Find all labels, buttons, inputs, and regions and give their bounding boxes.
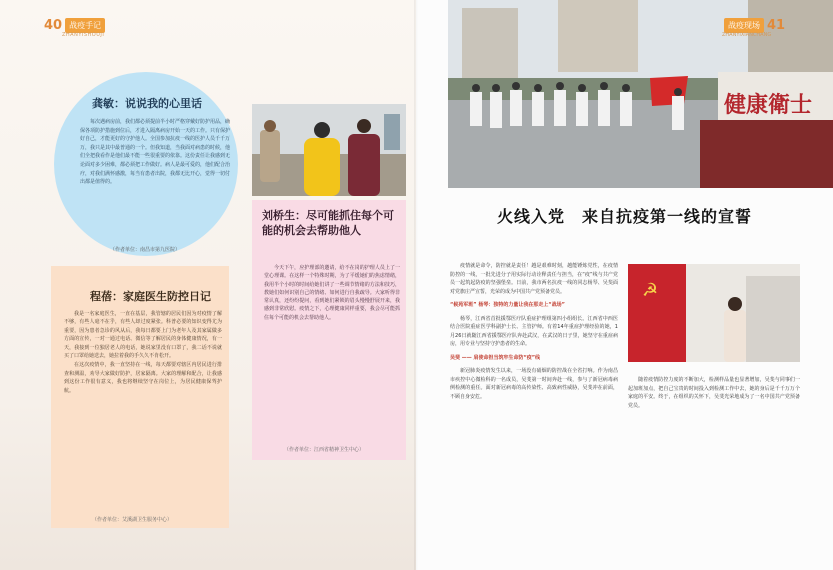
subheading-wufei: 吴斐 —— 肩使命担当筑牢生命防“疫”线 [450, 354, 541, 361]
page-number: 40 [44, 18, 63, 33]
right-page [416, 0, 833, 570]
left-page [0, 0, 416, 570]
article-title-gongmin: 龚敏：说说我的心里话 [92, 97, 202, 110]
article-title-liuqiaosheng: 刘桥生：尽可能抓住每个可能的机会去帮助他人 [262, 209, 394, 237]
orange-panel [51, 266, 229, 528]
right-article-column-2: 随着疫情防控力度的不断加大，检测样品量也显著增加，吴斐与同事们一起加班加点，把自己宝贵的时间投入到检测工作中去，她的身后是千千万万个家庭的平安。终于，在组织的关怀下，吴斐光荣地成为了一名中国共产党预备党员。 [628, 377, 800, 409]
right-article-column-1: 疫情就是命令，防控就是责任！越是艰难时刻，越能锤炼党性，在疫情防控的一线，一批先进分子用实际行动诠释责任与担当，在“疫”线与共产党员一起筑起防疫的坚强堡垒。日前，我市两名抗疫一线的同志杨琴、吴斐面对党旗庄严宣誓，光荣的成为中国共产党预备党员。 “候苑军班” 杨琴：独特的力量让我在那走上“战场” 杨琴，江西省首批援鄂医疗队重症护理组第四小组组长。江西省中西医结合医院重症医学科副护士长、主管护师。有着14年重症护理经验的她，1月26日就随江西省援鄂医疗队奔赴武汉，在武汉的日子里，她坚守在重症病房，用专业与坚持守护患者的生命。 吴斐 —— 肩使命担当筑牢生命防“疫”线 新冠肺炎疫情发生以来，一场没有硝烟的防控战在全省打响。作为南昌市疾控中心微检科的一名成员，吴斐第一时间奔赴一线，参与了新冠病毒病例检测的重任。面对新冠病毒的高传染性、高致病性威胁，吴斐冲在前面，不顾自身安危。 [450, 263, 618, 400]
photo-home-visit-image [252, 104, 406, 196]
photo-oath-indoor-image [628, 264, 800, 362]
svg-text:☭: ☭ [642, 280, 659, 301]
section-tag: 战疫手记 [65, 18, 105, 33]
sign-text: 健康衛士 [724, 92, 813, 118]
pink-panel [252, 200, 406, 460]
section-tag-right: 战疫现场 [724, 18, 764, 33]
article-body-liuqiaosheng: 今天下午，应护理部的邀请，给不在岗的护理人员上了一堂心理课。在这样一个特殊时期，为了平缓她们的焦虑情绪，我用半个小时的时间给她们讲了一些调节情绪的方法和技巧，教她们如何识别自己的情绪、如何进行自我疏导。大家听得非常认真，还纷纷提问，看到她们紧锁的眉头慢慢舒展开来，我感到非常欣慰。疫情之下，心理健康同样重要，我会尽可能抓住每个可能的机会去帮助他人。 [264, 265, 400, 321]
article-title-chengbei: 程蓓：家庭医生防控日记 [90, 290, 211, 303]
section-pinyin: ZHANYISHOUJI [62, 32, 105, 38]
photo-oath-indoor [628, 264, 800, 362]
article-author-chengbei: （作者单位：艾溪湖卫生服务中心） [92, 517, 173, 523]
main-title: 火线入党 来自抗疫第一线的宣誓 [496, 207, 752, 226]
section-pinyin-right: ZHANYIXIANCHANG [722, 32, 772, 38]
article-author-liuqiaosheng: （作者单位：江西省精神卫生中心） [284, 447, 365, 453]
photo-home-visit [252, 104, 406, 196]
article-author-gongmin: （作者单位：南昌市第九医院） [110, 247, 181, 253]
page-number-right: 41 [767, 18, 786, 33]
subheading-yangqin: “候苑军班” 杨琴：独特的力量让我在那走上“战场” [450, 302, 565, 308]
left-header [44, 18, 105, 33]
article-body-gongmin: 每次遇病房前，我们都必须提前半小时严格穿戴好防护用品，确保各项防护措施到位后，才进入隔离病房开始一天的工作。只有保护好自己，才能更好的守护他人。全国参加抗疫一线的医护人员千千万万，我只是其中最普通的一个。但我知道，当我面对病患的时候，他们全把我看作是他们最不能一些很重要的依靠。这份责任让我感到无论面对多少困难，都必须把工作做好。病人是最可爱的，他们配合治疗，对我们满怀感激，每当有患者出院，我都无比开心，觉得一切付出都是值得的。 [80, 119, 231, 186]
right-header [724, 18, 785, 33]
book-spine [414, 0, 418, 570]
article-body-chengbei: 我是一名家庭医生，一直在基层，我管辖的居民们因为对疫情了解不够，有些人毫不在乎，有些人却过度紧张。科普必要的知识变得尤为重要，因为患者急诊的风从后，我每日都要上门为老年人及其家属做多方面的宣传，一对一通过电话、微信等了解居民的身体健康情况，有一天，我接到一位独居老人的电话，她说家里没有口罩了，我二话不说就买了口罩给她送去，她拉着我的手久久不肯松开。 在这次疫情中，我一直坚持在一线，每天都要对辖区内居民进行排查和测温，劝导大家做好防护，居家隔离。大家的理解和配合，让我感到这份工作很有意义，我也将继续坚守在岗位上，为居民健康保驾护航。 [64, 311, 222, 394]
